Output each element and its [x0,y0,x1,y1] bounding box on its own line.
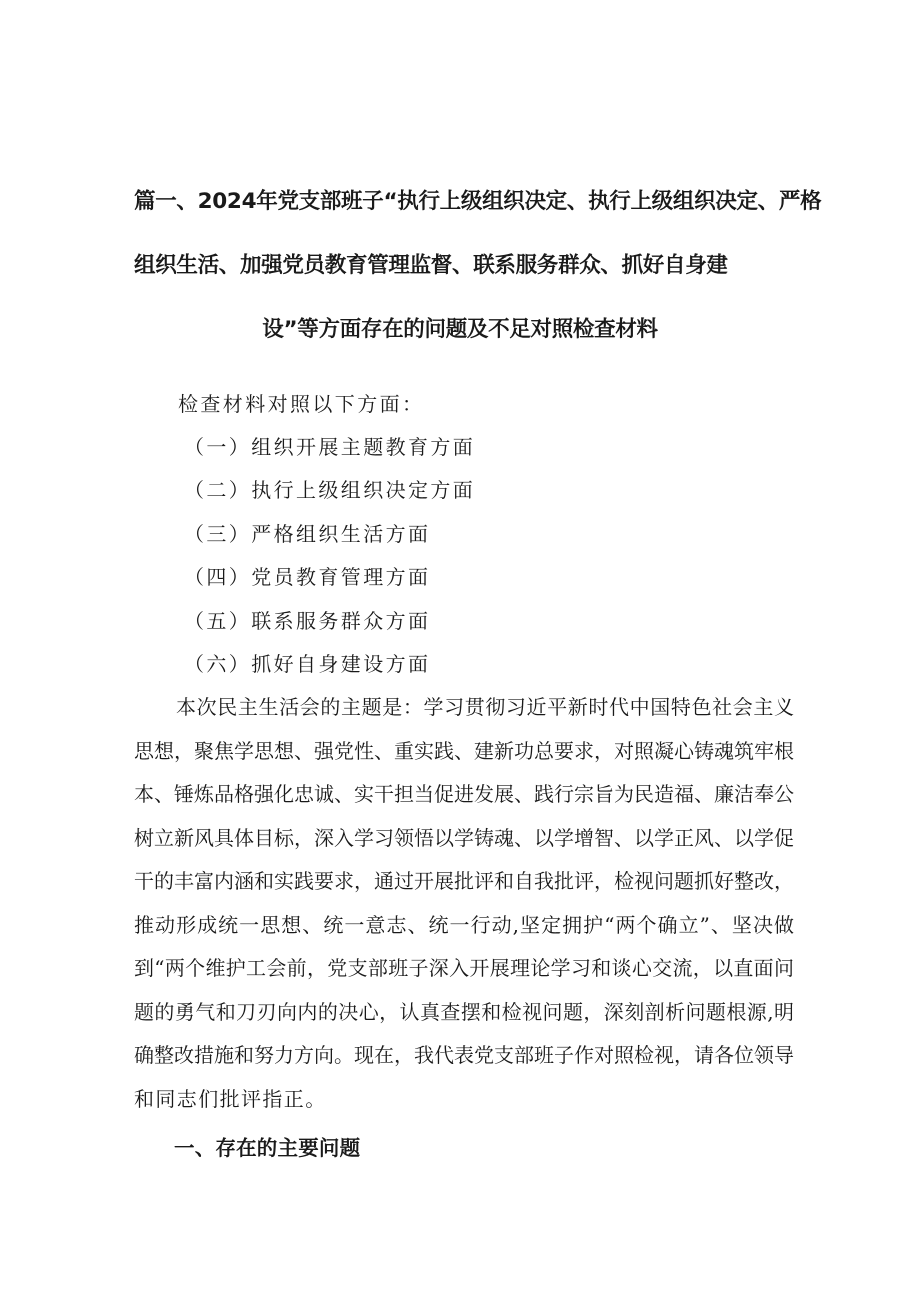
section-heading: 一、存在的主要问题 [174,1136,361,1160]
theme-paragraph [134,686,794,1121]
paragraph-line-4: 树立新风具体目标，深入学习领悟以学铸魂、以学增智、以学正风、以学促 [134,825,794,850]
intro-text: 检查材料对照以下方面： [178,392,425,416]
paragraph-line-10: 和同志们批评指正。 [134,1086,327,1111]
aspect-item-1: （一）组织开展主题教育方面 [184,435,476,459]
paragraph-line-7: 到“两个维护工会前，党支部班子深入开展理论学习和谈心交流，以直面问 [134,956,794,980]
aspect-item-6: （六）抓好自身建设方面 [184,651,431,676]
paragraph-line-6: 推动形成统一思想、统一意志、统一行动,坚定拥护“两个确立”、坚决做 [134,912,794,937]
aspect-item-3: （三）严格组织生活方面 [184,521,431,546]
paragraph-line-2: 思想，聚焦学思想、强党性、重实践、建新功总要求，对照凝心铸魂筑牢根 [134,738,794,763]
aspect-list [184,426,475,686]
document-title [134,170,822,362]
aspect-item-4: （四）党员教育管理方面 [184,565,431,590]
paragraph-line-1: 本次民主生活会的主题是：学习贯彻习近平新时代中国特色社会主义 [176,695,794,719]
title-line-3: 设”等方面存在的问题及不足对照检查材料 [262,317,658,342]
aspect-item-5: （五）联系服务群众方面 [184,608,431,633]
title-line-2: 组织生活、加强党员教育管理监督、联系服务群众、抓好自身建 [134,253,728,278]
aspect-item-2: （二）执行上级组织决定方面 [184,478,476,503]
paragraph-line-9: 确整改措施和努力方向。现在，我代表党支部班子作对照检视，请各位领导 [134,1043,794,1067]
paragraph-line-8: 题的勇气和刀刃向内的决心，认真查摆和检视问题，深刻剖析问题根源,明 [134,999,794,1024]
paragraph-line-5: 干的丰富内涵和实践要求，通过开展批评和自我批评，检视问题抓好整改， [134,869,794,893]
paragraph-line-3: 本、锤炼品格强化忠诚、实干担当促进发展、践行宗旨为民造福、廉洁奉公 [134,782,794,806]
title-line-1: 篇一、2024年党支部班子“执行上级组织决定、执行上级组织决定、严格 [134,189,822,214]
